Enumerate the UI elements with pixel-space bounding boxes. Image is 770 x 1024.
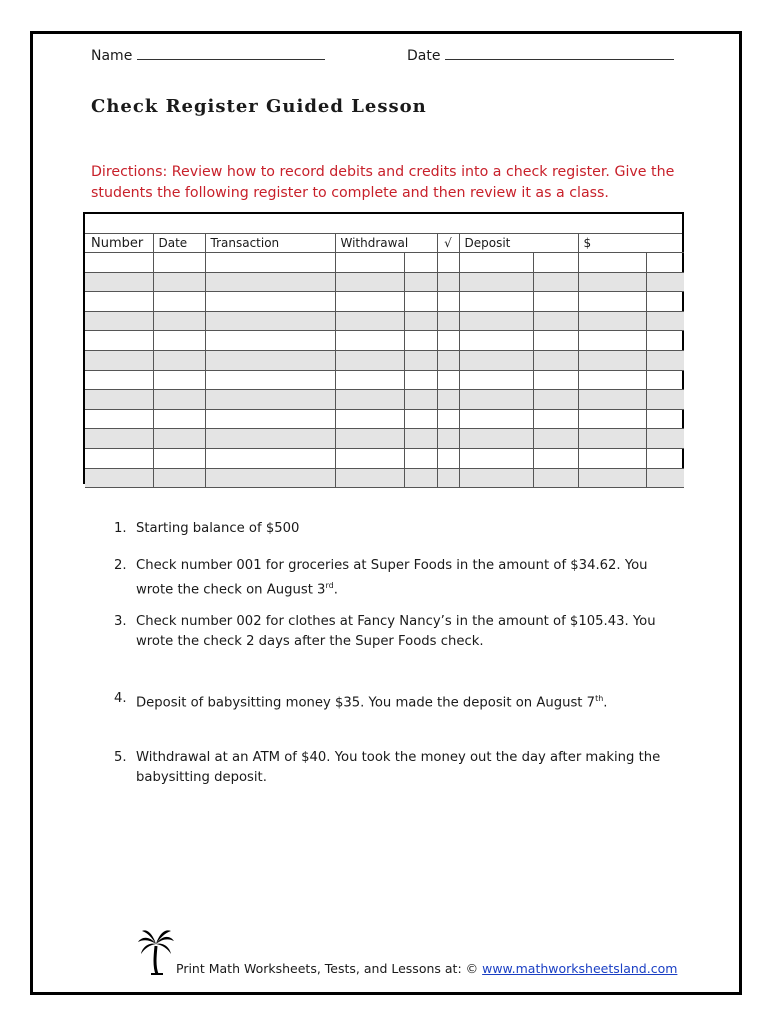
register-body xyxy=(85,253,684,488)
col-deposit: Deposit xyxy=(459,234,578,253)
register-cell[interactable] xyxy=(205,331,335,351)
register-cell[interactable] xyxy=(205,448,335,468)
register-cell[interactable] xyxy=(153,272,205,292)
register-cell[interactable] xyxy=(578,253,646,273)
register-cell[interactable] xyxy=(459,448,533,468)
register-cell[interactable] xyxy=(205,390,335,410)
register-cell[interactable] xyxy=(205,468,335,488)
register-cell[interactable] xyxy=(459,350,533,370)
register-cell[interactable] xyxy=(437,370,459,390)
register-cell[interactable] xyxy=(404,350,437,370)
register-cell[interactable] xyxy=(153,370,205,390)
register-cell[interactable] xyxy=(533,429,578,449)
register-cell[interactable] xyxy=(404,429,437,449)
register-row xyxy=(85,311,684,331)
register-cell[interactable] xyxy=(335,253,404,273)
register-cell[interactable] xyxy=(205,409,335,429)
register-cell[interactable] xyxy=(85,448,153,468)
register-cell[interactable] xyxy=(459,272,533,292)
question-number: 5. xyxy=(114,750,127,765)
directions-text: Directions: Review how to record debits and credits into a check register. Give the students the following register to complete and then review it as a class. xyxy=(91,164,675,201)
register-cell[interactable] xyxy=(153,468,205,488)
register-cell[interactable] xyxy=(437,429,459,449)
register-cell[interactable] xyxy=(533,331,578,351)
register-cell[interactable] xyxy=(646,370,684,390)
register-cell[interactable] xyxy=(205,429,335,449)
register-cell[interactable] xyxy=(437,448,459,468)
register-cell[interactable] xyxy=(85,468,153,488)
register-cell[interactable] xyxy=(404,272,437,292)
register-cell[interactable] xyxy=(533,370,578,390)
palm-tree-icon xyxy=(136,928,176,976)
register-cell[interactable] xyxy=(578,311,646,331)
register-cell[interactable] xyxy=(437,409,459,429)
date-blank[interactable] xyxy=(445,47,674,60)
register-cell[interactable] xyxy=(533,409,578,429)
register-row xyxy=(85,292,684,312)
register-cell[interactable] xyxy=(153,390,205,410)
footer-text: Print Math Worksheets, Tests, and Lessons at: © xyxy=(176,961,479,976)
register-cell[interactable] xyxy=(459,311,533,331)
question-number: 4. xyxy=(114,691,127,706)
register-cell[interactable] xyxy=(153,350,205,370)
register-cell[interactable] xyxy=(578,448,646,468)
register-cell[interactable] xyxy=(437,350,459,370)
register-cell[interactable] xyxy=(459,331,533,351)
question-3 xyxy=(114,612,674,651)
register-cell[interactable] xyxy=(578,468,646,488)
register-cell[interactable] xyxy=(459,468,533,488)
question-number: 3. xyxy=(114,614,127,629)
register-cell[interactable] xyxy=(335,311,404,331)
question-1 xyxy=(114,519,674,539)
question-number: 2. xyxy=(114,558,127,573)
register-cell[interactable] xyxy=(153,429,205,449)
register-cell[interactable] xyxy=(85,292,153,312)
register-cell[interactable] xyxy=(578,390,646,410)
register-cell[interactable] xyxy=(578,331,646,351)
register-header-row xyxy=(85,234,684,253)
name-blank[interactable] xyxy=(137,47,325,60)
question-text: Check number 002 for clothes at Fancy Nancy’s in the amount of $105.43. You wrote the check 2 days after the Super Foods check. xyxy=(136,614,656,649)
register-cell[interactable] xyxy=(335,468,404,488)
check-register xyxy=(83,212,684,484)
register-cell[interactable] xyxy=(533,350,578,370)
question-text: Check number 001 for groceries at Super Foods in the amount of $34.62. You wrote the check on August 3rd. xyxy=(136,558,648,597)
register-cell[interactable] xyxy=(437,390,459,410)
register-row xyxy=(85,331,684,351)
question-4 xyxy=(114,689,674,713)
register-row xyxy=(85,409,684,429)
register-cell[interactable] xyxy=(85,429,153,449)
register-cell[interactable] xyxy=(646,409,684,429)
register-cell[interactable] xyxy=(578,272,646,292)
question-text: Withdrawal at an ATM of $40. You took the money out the day after making the babysitting deposit. xyxy=(136,750,661,785)
register-cell[interactable] xyxy=(437,253,459,273)
register-cell[interactable] xyxy=(646,390,684,410)
question-5 xyxy=(114,748,674,787)
register-cell[interactable] xyxy=(205,350,335,370)
register-cell[interactable] xyxy=(578,292,646,312)
register-cell[interactable] xyxy=(459,370,533,390)
col-transaction: Transaction xyxy=(205,234,335,253)
register-row xyxy=(85,370,684,390)
register-cell[interactable] xyxy=(404,292,437,312)
register-cell[interactable] xyxy=(85,350,153,370)
register-cell[interactable] xyxy=(404,390,437,410)
register-cell[interactable] xyxy=(459,429,533,449)
register-cell[interactable] xyxy=(335,272,404,292)
col-number: Number xyxy=(85,234,153,253)
register-cell[interactable] xyxy=(205,311,335,331)
register-cell[interactable] xyxy=(459,409,533,429)
footer-credit xyxy=(176,961,677,976)
col-date: Date xyxy=(153,234,205,253)
question-number: 1. xyxy=(114,521,127,536)
register-cell[interactable] xyxy=(335,409,404,429)
register-cell[interactable] xyxy=(85,311,153,331)
register-row xyxy=(85,448,684,468)
register-cell[interactable] xyxy=(205,370,335,390)
register-cell[interactable] xyxy=(335,429,404,449)
register-cell[interactable] xyxy=(533,468,578,488)
register-cell[interactable] xyxy=(85,253,153,273)
register-row xyxy=(85,429,684,449)
register-row xyxy=(85,272,684,292)
register-cell[interactable] xyxy=(404,468,437,488)
register-cell[interactable] xyxy=(646,331,684,351)
register-cell[interactable] xyxy=(205,253,335,273)
register-cell[interactable] xyxy=(533,253,578,273)
register-cell[interactable] xyxy=(85,370,153,390)
register-cell[interactable] xyxy=(404,311,437,331)
register-cell[interactable] xyxy=(646,292,684,312)
register-cell[interactable] xyxy=(533,390,578,410)
register-cell[interactable] xyxy=(335,390,404,410)
register-cell[interactable] xyxy=(646,429,684,449)
register-cell[interactable] xyxy=(437,292,459,312)
page-title: Check Register Guided Lesson xyxy=(91,96,427,117)
register-cell[interactable] xyxy=(459,253,533,273)
register-cell[interactable] xyxy=(533,292,578,312)
register-cell[interactable] xyxy=(85,272,153,292)
register-cell[interactable] xyxy=(404,253,437,273)
register-row xyxy=(85,468,684,488)
register-cell[interactable] xyxy=(404,331,437,351)
register-row xyxy=(85,390,684,410)
name-field xyxy=(91,47,325,64)
col-withdrawal: Withdrawal xyxy=(335,234,437,253)
register-cell[interactable] xyxy=(335,448,404,468)
register-cell[interactable] xyxy=(404,448,437,468)
register-cell[interactable] xyxy=(646,468,684,488)
register-cell[interactable] xyxy=(85,409,153,429)
date-label: Date xyxy=(407,48,441,64)
date-field xyxy=(407,47,674,64)
register-cell[interactable] xyxy=(437,272,459,292)
register-cell[interactable] xyxy=(404,370,437,390)
register-top-band xyxy=(85,214,682,234)
footer-link[interactable]: www.mathworksheetsland.com xyxy=(482,961,678,976)
register-cell[interactable] xyxy=(578,350,646,370)
register-cell[interactable] xyxy=(578,429,646,449)
register-cell[interactable] xyxy=(335,350,404,370)
register-table xyxy=(85,234,684,488)
register-cell[interactable] xyxy=(335,292,404,312)
question-text: Starting balance of $500 xyxy=(136,521,300,536)
register-cell[interactable] xyxy=(205,292,335,312)
register-cell[interactable] xyxy=(437,311,459,331)
name-label: Name xyxy=(91,48,133,64)
register-cell[interactable] xyxy=(533,311,578,331)
register-cell[interactable] xyxy=(533,272,578,292)
register-cell[interactable] xyxy=(578,409,646,429)
register-cell[interactable] xyxy=(153,292,205,312)
register-cell[interactable] xyxy=(646,350,684,370)
register-cell[interactable] xyxy=(437,468,459,488)
register-row xyxy=(85,253,684,273)
register-cell[interactable] xyxy=(153,331,205,351)
col-check: √ xyxy=(437,234,459,253)
register-cell[interactable] xyxy=(646,272,684,292)
register-row xyxy=(85,350,684,370)
register-cell[interactable] xyxy=(335,331,404,351)
register-cell[interactable] xyxy=(205,272,335,292)
question-text: Deposit of babysitting money $35. You made the deposit on August 7th. xyxy=(136,694,608,711)
register-cell[interactable] xyxy=(153,448,205,468)
col-balance: $ xyxy=(578,234,684,253)
register-cell[interactable] xyxy=(578,370,646,390)
register-cell[interactable] xyxy=(153,409,205,429)
register-cell[interactable] xyxy=(459,292,533,312)
register-cell[interactable] xyxy=(404,409,437,429)
question-2 xyxy=(114,556,674,599)
register-cell[interactable] xyxy=(85,390,153,410)
register-cell[interactable] xyxy=(335,370,404,390)
register-cell[interactable] xyxy=(153,311,205,331)
register-cell[interactable] xyxy=(153,253,205,273)
register-cell[interactable] xyxy=(459,390,533,410)
register-cell[interactable] xyxy=(646,311,684,331)
register-cell[interactable] xyxy=(533,448,578,468)
register-cell[interactable] xyxy=(85,331,153,351)
register-cell[interactable] xyxy=(437,331,459,351)
register-cell[interactable] xyxy=(646,448,684,468)
register-cell[interactable] xyxy=(646,253,684,273)
